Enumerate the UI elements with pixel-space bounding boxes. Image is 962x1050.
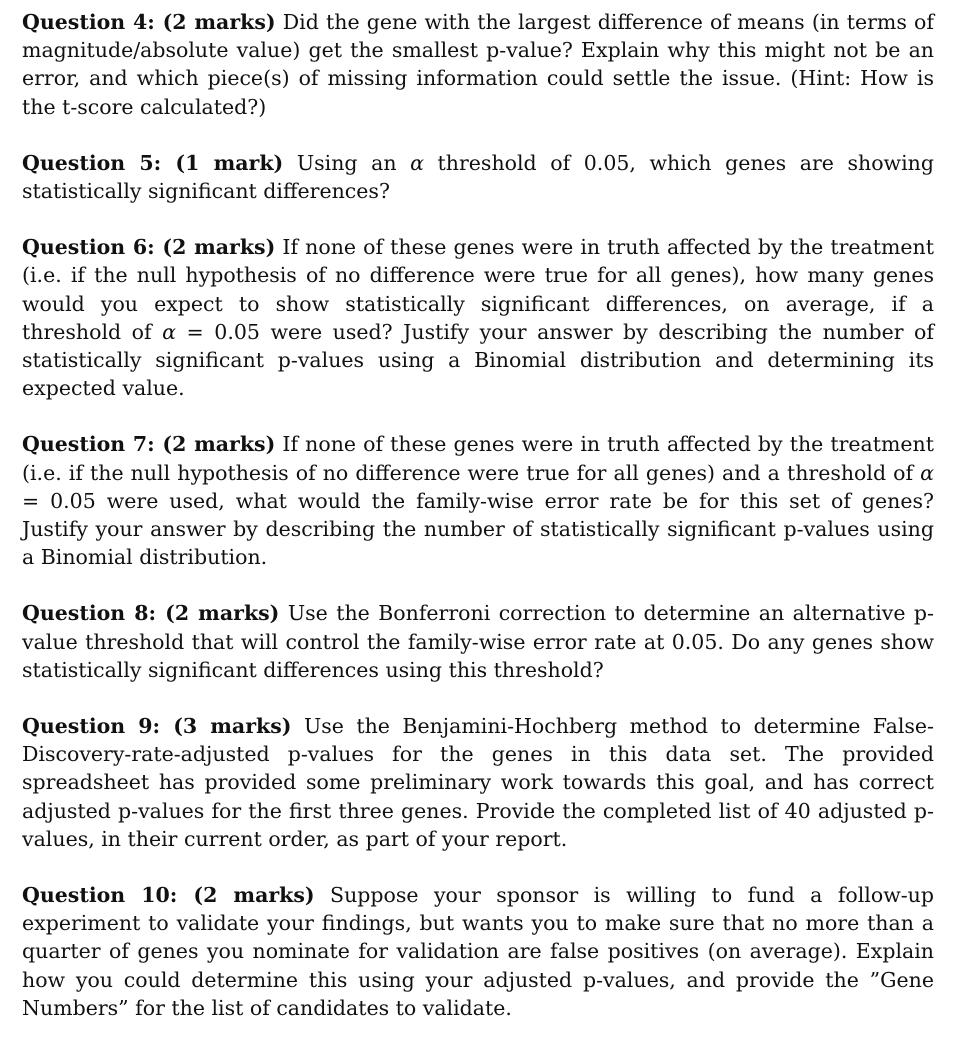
question-4-heading: Question 4: (2 marks): [22, 10, 276, 34]
question-9-body: Use the Benjamini-Hochberg method to determine False-Discovery-rate-adjusted p-values for the genes in this data set. The provided spreadsheet has provided some preliminary work towards this goal, and has correct adjusted p-values for the first three genes. Provide the completed list of 40 adjusted p-values, in their current order, as part of your report.: [22, 714, 934, 851]
question-4: [22, 8, 934, 121]
question-6-body-post: = 0.05 were used? Justify your answer by describing the number of statistically significant p-values using a Binomial distribution and determining its expected value.: [22, 319, 934, 401]
question-7: [22, 430, 934, 571]
question-5-body-post: threshold of 0.05, which genes are showing statistically significant differences?: [22, 150, 934, 204]
question-7-alpha-symbol: α: [920, 460, 934, 485]
question-5-body-pre: Using an: [296, 150, 411, 175]
question-8-body: Use the Bonferroni correction to determine an alternative p-value threshold that will control the family-wise error rate at 0.05. Do any genes show statistically significant differences using this threshold?: [22, 601, 934, 682]
question-5: [22, 149, 934, 205]
question-6: [22, 233, 934, 402]
question-6-body-pre: If none of these genes were in truth affected by the treatment (i.e. if the null hypothesis of no difference were true for all genes), how many genes would you expect to show statistically significant differences, on average, if a threshold of: [22, 235, 934, 344]
question-4-body: Did the gene with the largest difference of means (in terms of magnitude/absolute value) get the smallest p-value? Explain why this might not be an error, and which piece(s) of missing information could settle the issue. (Hint: How is the t-score calculated?): [22, 10, 934, 119]
question-9-heading: Question 9: (3 marks): [22, 714, 292, 739]
question-10-body: Suppose your sponsor is willing to fund a follow-up experiment to validate your findings, but wants you to make sure that no more than a quarter of genes you nominate for validation are false positives (on average). Explain how you could determine this using your adjusted p-values, and provide the ”Gene Numbers” for the list of candidates to validate.: [22, 883, 934, 1020]
question-7-body-post: = 0.05 were used, what would the family-wise error rate be for this set of genes? Justify your answer by describing the number of statistically significant p-values using a Binomial distribution.: [22, 488, 934, 570]
question-9: [22, 712, 934, 853]
question-8-heading: Question 8: (2 marks): [22, 601, 280, 626]
question-7-heading: Question 7: (2 marks): [22, 432, 276, 457]
question-10-heading: Question 10: (2 marks): [22, 883, 315, 908]
question-7-body-pre: If none of these genes were in truth affected by the treatment (i.e. if the null hypothesis of no difference were true for all genes) and a threshold of: [22, 432, 934, 485]
question-6-heading: Question 6: (2 marks): [22, 235, 276, 260]
document-page: [22, 8, 934, 1050]
question-6-alpha-symbol: α: [162, 319, 176, 344]
question-8: [22, 599, 934, 684]
question-10: [22, 881, 934, 1022]
question-5-heading: Question 5: (1 mark): [22, 150, 284, 175]
question-5-alpha-symbol: α: [410, 150, 424, 175]
